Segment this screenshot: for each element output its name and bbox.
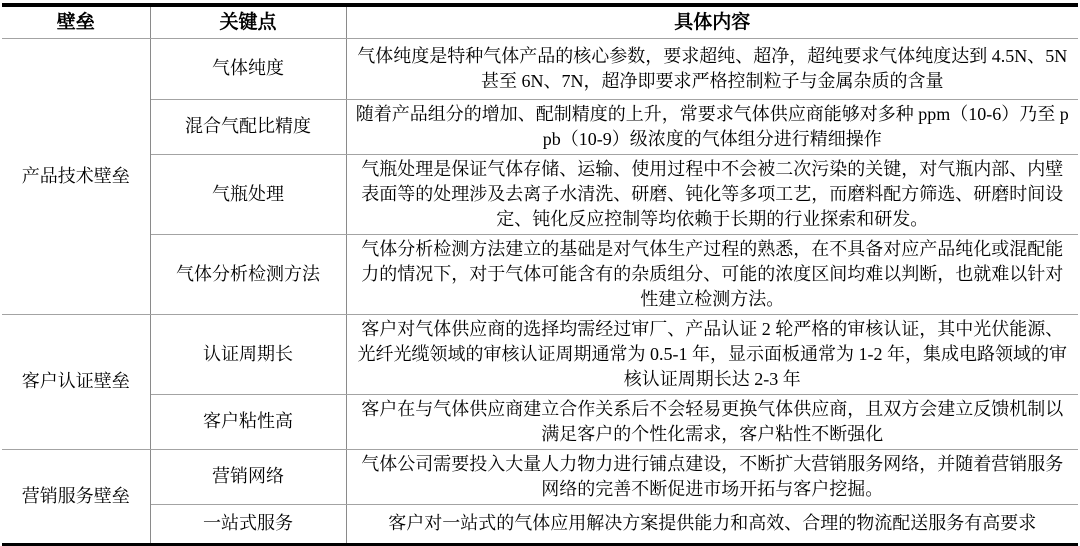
- key-point-cell: 气瓶处理: [150, 154, 346, 234]
- key-point-cell: 混合气配比精度: [150, 99, 346, 154]
- column-header-key-point: 关键点: [150, 5, 346, 38]
- column-header-content: 具体内容: [346, 5, 1078, 38]
- content-cell: 客户对一站式的气体应用解决方案提供能力和高效、合理的物流配送服务有高要求: [346, 504, 1078, 544]
- barrier-cell-product-technology: 产品技术壁垒: [2, 38, 150, 314]
- content-cell: 气瓶处理是保证气体存储、运输、使用过程中不会被二次污染的关键，对气瓶内部、内壁表面等的处理涉及去离子水清洗、研磨、钝化等多项工艺，而磨料配方筛选、研磨时间设定、钝化反应控制等均依赖于长期的行业探索和研发。: [346, 154, 1078, 234]
- content-cell: 随着产品组分的增加、配制精度的上升，常要求气体供应商能够对多种 ppm（10-6）乃至 ppb（10-9）级浓度的气体组分进行精细操作: [346, 99, 1078, 154]
- key-point-cell: 营销网络: [150, 449, 346, 504]
- key-point-cell: 一站式服务: [150, 504, 346, 544]
- content-cell: 气体公司需要投入大量人力物力进行铺点建设，不断扩大营销服务网络，并随着营销服务网络的完善不断促进市场开拓与客户挖掘。: [346, 449, 1078, 504]
- key-point-cell: 客户粘性高: [150, 394, 346, 449]
- table-row: [2, 449, 1078, 504]
- barrier-cell-customer-certification: 客户认证壁垒: [2, 314, 150, 449]
- content-cell: 客户对气体供应商的选择均需经过审厂、产品认证 2 轮严格的审核认证，其中光伏能源、光纤光缆领域的审核认证周期通常为 0.5-1 年，显示面板通常为 1-2 年，集成电路领域的审核认证周期长达 2-3 年: [346, 314, 1078, 394]
- column-header-barrier: 壁垒: [2, 5, 150, 38]
- key-point-cell: 认证周期长: [150, 314, 346, 394]
- content-cell: 气体纯度是特种气体产品的核心参数，要求超纯、超净，超纯要求气体纯度达到 4.5N、5N 甚至 6N、7N，超净即要求严格控制粒子与金属杂质的含量: [346, 38, 1078, 99]
- table-row: [2, 154, 1078, 234]
- table-header-row: [2, 5, 1078, 38]
- content-cell: 客户在与气体供应商建立合作关系后不会轻易更换气体供应商，且双方会建立反馈机制以满足客户的个性化需求，客户粘性不断强化: [346, 394, 1078, 449]
- barrier-cell-marketing-service: 营销服务壁垒: [2, 449, 150, 544]
- table-row: [2, 314, 1078, 394]
- key-point-cell: 气体分析检测方法: [150, 234, 346, 314]
- table-row: [2, 394, 1078, 449]
- table-row: [2, 504, 1078, 544]
- key-point-cell: 气体纯度: [150, 38, 346, 99]
- table-row: [2, 99, 1078, 154]
- barrier-table: [2, 3, 1078, 546]
- content-cell: 气体分析检测方法建立的基础是对气体生产过程的熟悉，在不具备对应产品纯化或混配能力的情况下，对于气体可能含有的杂质组分、可能的浓度区间均难以判断，也就难以针对性建立检测方法。: [346, 234, 1078, 314]
- table-row: [2, 38, 1078, 99]
- table-row: [2, 234, 1078, 314]
